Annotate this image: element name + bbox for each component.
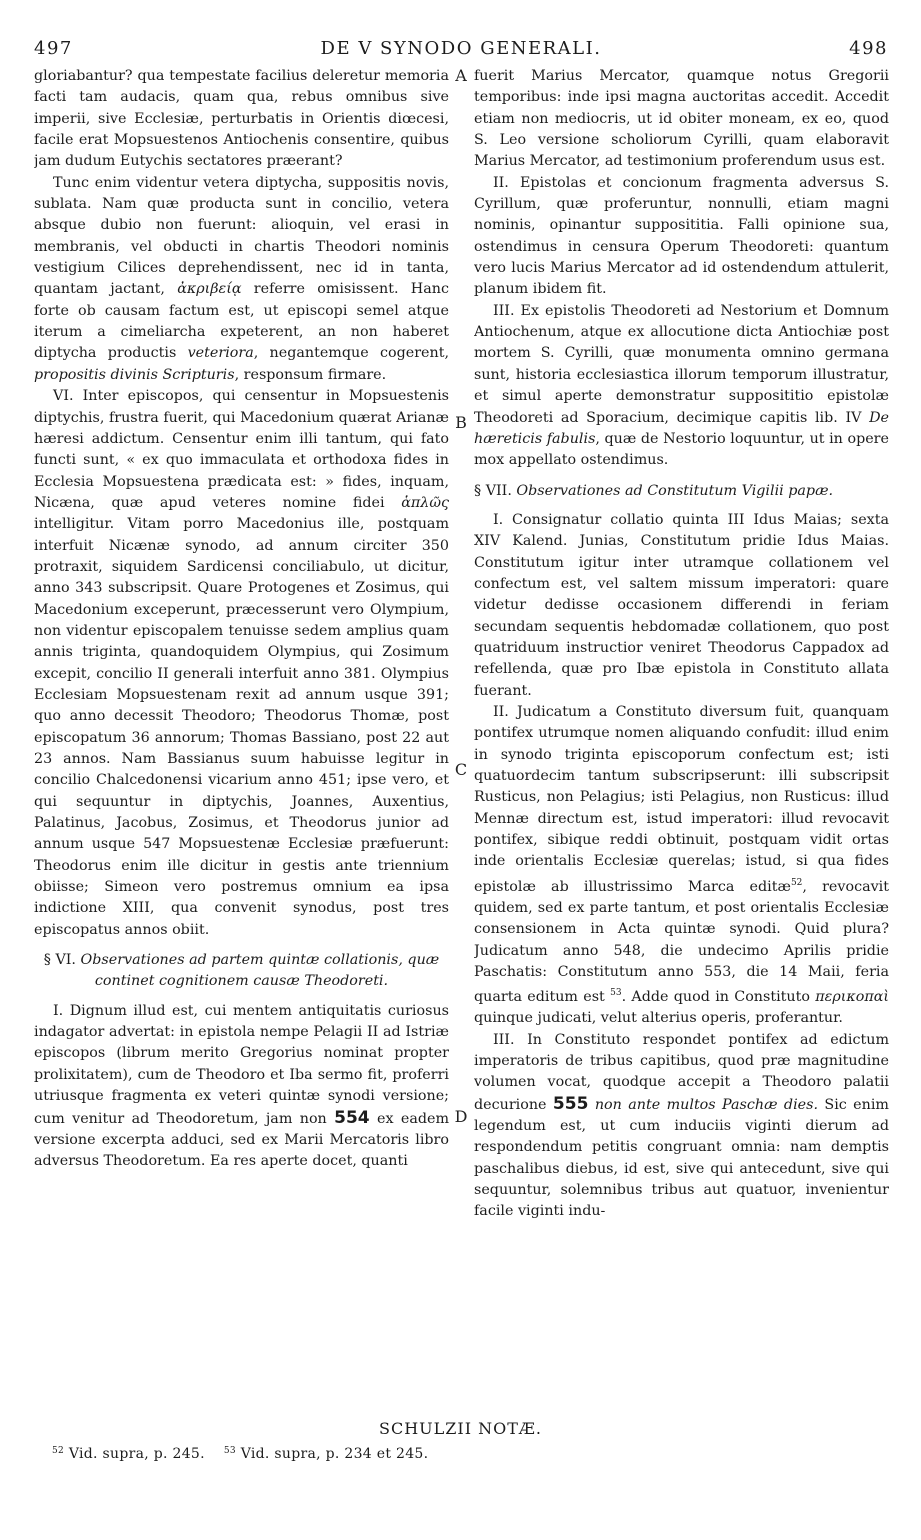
paragraph: I. Consignatur collatio quinta III Idus Maias; sexta XIV Kalend. Junias, Constitutum pridie Idus Maias. Constitutum igitur inter utramque collationem vel confectum est, vel saltem missum imperatori: quare videtur dedisse occasionem differendi in feriam secundam sequentis hebdomadæ collationem, quo post quatriduum instructior veniret Theodorus Cappadox ad refellenda, quæ pro Ibæ epistola in Constituto allata fuerant. [474, 511, 889, 699]
paragraph: II. Judicatum a Constituto diversum fuit, quanquam pontifex utrumque nomen aliquando confudit: illud enim in synodo triginta episcoporum confectum est; isti quatuordecim tantum subscripserunt: illi subscripsit Rusticus, non Pelagius; isti Pelagius, non Rusticus: illud Mennæ directum est, istud imperatori: illud revocavit pontifex, sibique reddi obtinuit, postquam vidit ortas inde orientalis Ecclesiæ querelas; istud, si qua fides epistolæ ab illustrissimo Marca editæ$^{52}$, revocavit quidem, sed ex parte tantum, et post orientalis Ecclesiæ consensionem in Acta quintæ synodi. Quid plura? Judicatum anno 548, die undecimo Aprilis pridie Paschatis: Constitutum anno 553, die 14 Maii, feria quarta editum est $^{53}$. Adde quod in Constituto περικοπαὶ quinque judicati, velut alterius operis, proferantur. [474, 703, 889, 1027]
paragraph: Tunc enim videntur vetera diptycha, suppositis novis, sublata. Nam quæ producta sunt in concilio, vetera absque dubio non fuerunt: alioquin, vel erasi in membranis, vel obducti in chartis Theodori nominis vestigium Cilices deprehendissent, nec id in tanta, quantam jactant, ἀκριβείᾳ referre omisissent. Hanc forte ob causam factum est, ut episcopi semel atque iterum a cimeliarcha expeterent, an non haberet diptycha productis veteriora, negantemque cogerent, propositis divinis Scripturis, responsum firmare. [34, 174, 449, 383]
greek-word: περικοπαὶ [815, 988, 889, 1005]
footnote-text: Vid. supra, p. 234 et 245. [240, 1446, 429, 1462]
italic-phrase: non ante multos Paschæ dies. [594, 1096, 818, 1113]
italic-phrase: veteriora [187, 345, 254, 362]
running-title: DE V SYNODO GENERALI. [320, 38, 602, 59]
section-heading [474, 481, 889, 502]
margin-marker-a: A [455, 66, 467, 85]
footnote-ref: 52 [790, 877, 803, 888]
section-title: Observationes ad partem quintæ collationis, quæ continet cognitionem causæ Theodoreti. [80, 952, 440, 990]
paragraph: fuerit Marius Mercator, quamque notus Gregorii temporibus: inde ipsi magna auctoritas accedit. Accedit etiam non mediocris, ut id obiter moneam, ex eo, quod S. Leo versione scholiorum Cyrilli, quam elaboravit Marius Mercator, ad testimonium proferendum usus est. [474, 68, 889, 170]
paragraph: I. Dignum illud est, cui mentem antiquitatis curiosus indagator advertat: in epistola nempe Pelagii II ad Istriæ episcopos (librum merito Gregorius nominat propter prolixitatem), cum de Theodoro et Iba sermo fit, proferri utriusque fragmenta ex veteri quintæ synodi versione; cum venitur ad Theodoretum, jam non 554 ex eadem versione excerpta adduci, sed ex Marii Mercatoris libro adversus Theodoretum. Ea res aperte docet, quanti [34, 1002, 449, 1170]
page-number-right: 498 [849, 38, 888, 59]
section-number: § VII. [474, 482, 512, 499]
left-column [34, 66, 449, 1411]
notes-title: SCHULZII NOTÆ. [379, 1419, 542, 1438]
greek-word: ἁπλῶς [401, 494, 449, 511]
footnote-text: Vid. supra, p. 245. [68, 1446, 205, 1462]
page-number-left: 497 [34, 38, 73, 59]
column-number: 554 [334, 1107, 370, 1128]
paragraph: VI. Inter episcopos, qui censentur in Mopsuestenis diptychis, frustra fuerit, qui Macedonium quærat Arianæ hæresi addictum. Censentur enim illi tantum, qui fato functi sunt, « ex quo immaculata et orthodoxa fides in Ecclesia Mopsuestena prædicata est: » fides, inquam, Nicæna, quæ apud veteres nomine fidei ἁπλῶς intelligitur. Vitam porro Macedonius ille, postquam interfuit Nicænæ synodo, ad annum circiter 350 protraxit, siquidem Sardicensi conciliabulo, ut dicitur, anno 343 subscripsit. Quare Protogenes et Zosimus, qui Macedonium exceperunt, præcesserunt vero Olympium, non videntur episcopalem tenuisse sedem amplius quam annis triginta, quandoquidem Olympius, qui Zosimum excepit, concilio II generali interfuit anno 381. Olympius Ecclesiam Mopsuestenam rexit ad annum usque 391; quo anno decessit Theodoro; Theodorus Thomæ, post episcopatum 36 annorum; Thomas Bassiano, post 22 aut 23 annos. Nam Bassianus suum habuisse legitur in concilio Chalcedonensi vicarium anno 451; ipse vero, et qui sequuntur in diptychis, Joannes, Auxentius, Palatinus, Jacobus, Zosimus, et Theodorus junior ad annum usque 547 Mopsuestenæ Ecclesiæ præfuerunt: Theodorus enim ille dicitur in gestis ante triennium obiisse; Simeon vero postremus omnium ea ipsa indictione XIII, qua convenit synodus, post tres episcopatus annos obiit. [34, 388, 449, 938]
footnotes [52, 1446, 428, 1462]
section-title: Observationes ad Constitutum Vigilii papæ. [516, 482, 834, 499]
footnote-mark: 52 [52, 1446, 65, 1456]
margin-marker-d: D [454, 1107, 468, 1126]
section-heading [34, 950, 449, 993]
paragraph: gloriabantur? qua tempestate facilius deleretur memoria facti tam audacis, quam qua, rebus omnibus sive imperii, sive Ecclesiæ, perturbatis in Orientis diœcesi, facile erat Mopsuestenos Antiochenis consentire, quibus jam dudum Eutychis sectatores præerant? [34, 68, 449, 170]
greek-word: ἀκριβείᾳ [177, 281, 242, 298]
italic-phrase: propositis divinis Scripturis [34, 366, 235, 383]
italic-phrase: De hæreticis fabulis [474, 409, 889, 447]
running-header [34, 38, 888, 68]
column-number: 555 [552, 1093, 589, 1114]
margin-marker-c: C [454, 760, 468, 779]
paragraph: II. Epistolas et concionum fragmenta adversus S. Cyrillum, quæ proferuntur, nonnulli, etiam magni nominis, opinantur supposititia. Falli opinione sua, ostendimus in censura Operum Theodoreti: quantum vero lucis Marius Mercator ad id ostendendum attulerit, planum ibidem fit. [474, 174, 889, 298]
footnote-ref: 53 [610, 988, 622, 999]
paragraph: III. Ex epistolis Theodoreti ad Nestorium et Domnum Antiochenum, atque ex allocutione dicta Antiochiæ post mortem S. Cyrilli, quæ monumenta omnino germana sunt, historia ecclesiastica illorum temporum illustratur, et simul aperte demonstratur supposititio epistolæ Theodoreti ad Sporacium, decimique capitis lib. IV De hæreticis fabulis, quæ de Nestorio loquuntur, ut in opere mox appellato ostendimus. [474, 302, 889, 469]
paragraph: III. In Constituto respondet pontifex ad edictum imperatoris de tribus capitibus, quod præ magnitudine volumen vocat, quodque accepit a Theodoro palatii decurione 555 non ante multos Paschæ dies. Sic enim legendum est, ut cum induciis viginti dierum ad respondendum petitis congruant omnia: nam demptis paschalibus diebus, id est, sive qui antecedunt, sive qui sequuntur, solemnibus tribus aut quatuor, invenientur facile viginti indu- [474, 1031, 889, 1220]
margin-marker-b: B [455, 413, 467, 432]
footnote-mark: 53 [223, 1446, 236, 1456]
section-number: § VI. [43, 952, 76, 969]
right-column [474, 66, 889, 1411]
